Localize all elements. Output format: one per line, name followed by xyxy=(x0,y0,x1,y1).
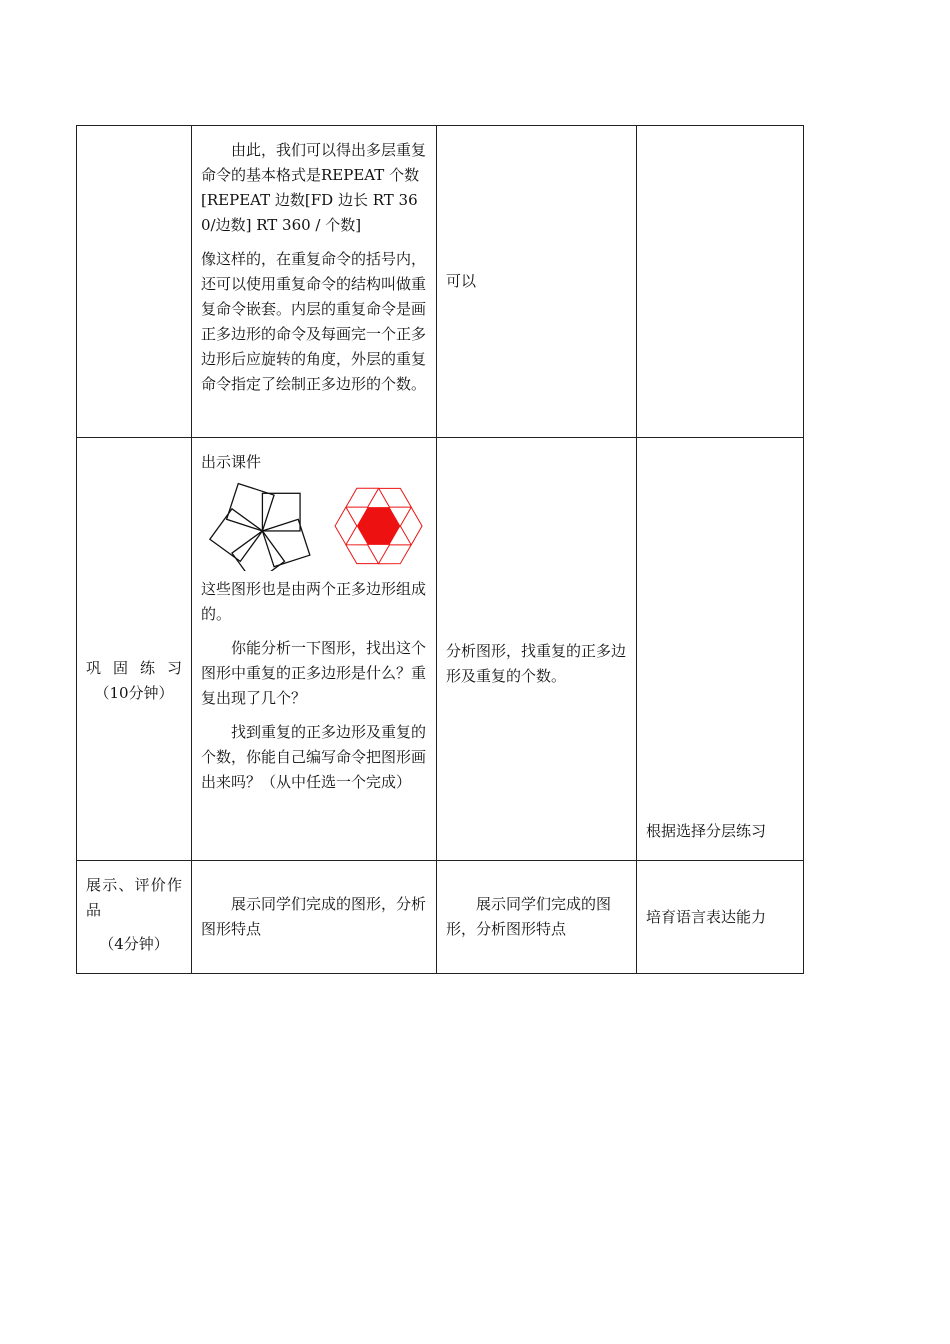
student-cell: 分析图形，找重复的正多边形及重复的个数。 xyxy=(437,438,637,861)
table-row xyxy=(77,438,804,861)
student-cell xyxy=(437,861,637,974)
stage-cell xyxy=(77,126,192,438)
show-work-text: 展示同学们完成的图形，分析图形特点 xyxy=(201,895,427,938)
table-row xyxy=(77,861,804,974)
coding-task: 找到重复的正多边形及重复的个数，你能自己编写命令把图形画出来吗？（从中任选一个完成） xyxy=(201,723,427,791)
nesting-explanation-text: 像这样的，在重复命令的括号内，还可以使用重复命令的结构叫做重复命令嵌套。内层的重复命令是画正多边形的命令及每画完一个正多边形后应旋转的角度，外层的重复命令指定了绘制正多边形的个数。 xyxy=(201,250,427,393)
student-cell: 可以 xyxy=(437,126,637,438)
stage-label: 巩固练习 xyxy=(86,659,182,677)
purpose-cell xyxy=(637,126,804,438)
rotated-squares-figure xyxy=(201,479,318,571)
stage-label: 展示、评价作品 xyxy=(86,876,182,919)
stage-time: （4分钟） xyxy=(99,935,169,953)
purpose-cell: 培育语言表达能力 xyxy=(637,861,804,974)
red-pinwheel-hexagon-figure xyxy=(332,479,427,571)
content-cell xyxy=(192,438,437,861)
table-row xyxy=(77,126,804,438)
repeat-format-text: 由此，我们可以得出多层重复命令的基本格式是REPEAT 个数 [REPEAT 边数[FD 边长 RT 360/边数] RT 360 / 个数] xyxy=(201,141,427,234)
content-cell xyxy=(192,861,437,974)
content-cell xyxy=(192,126,437,438)
courseware-title: 出示课件 xyxy=(201,453,262,471)
analysis-question: 你能分析一下图形，找出这个图形中重复的正多边形是什么？重复出现了几个？ xyxy=(201,639,427,707)
figure-description: 这些图形也是由两个正多边形组成的。 xyxy=(201,580,427,623)
figure-row xyxy=(201,479,427,571)
lesson-plan-table xyxy=(76,125,804,974)
stage-cell xyxy=(77,861,192,974)
stage-cell xyxy=(77,438,192,861)
purpose-cell: 根据选择分层练习 xyxy=(637,438,804,861)
student-show-text: 展示同学们完成的图形，分析图形特点 xyxy=(446,895,612,938)
stage-time: （10分钟） xyxy=(94,684,174,702)
